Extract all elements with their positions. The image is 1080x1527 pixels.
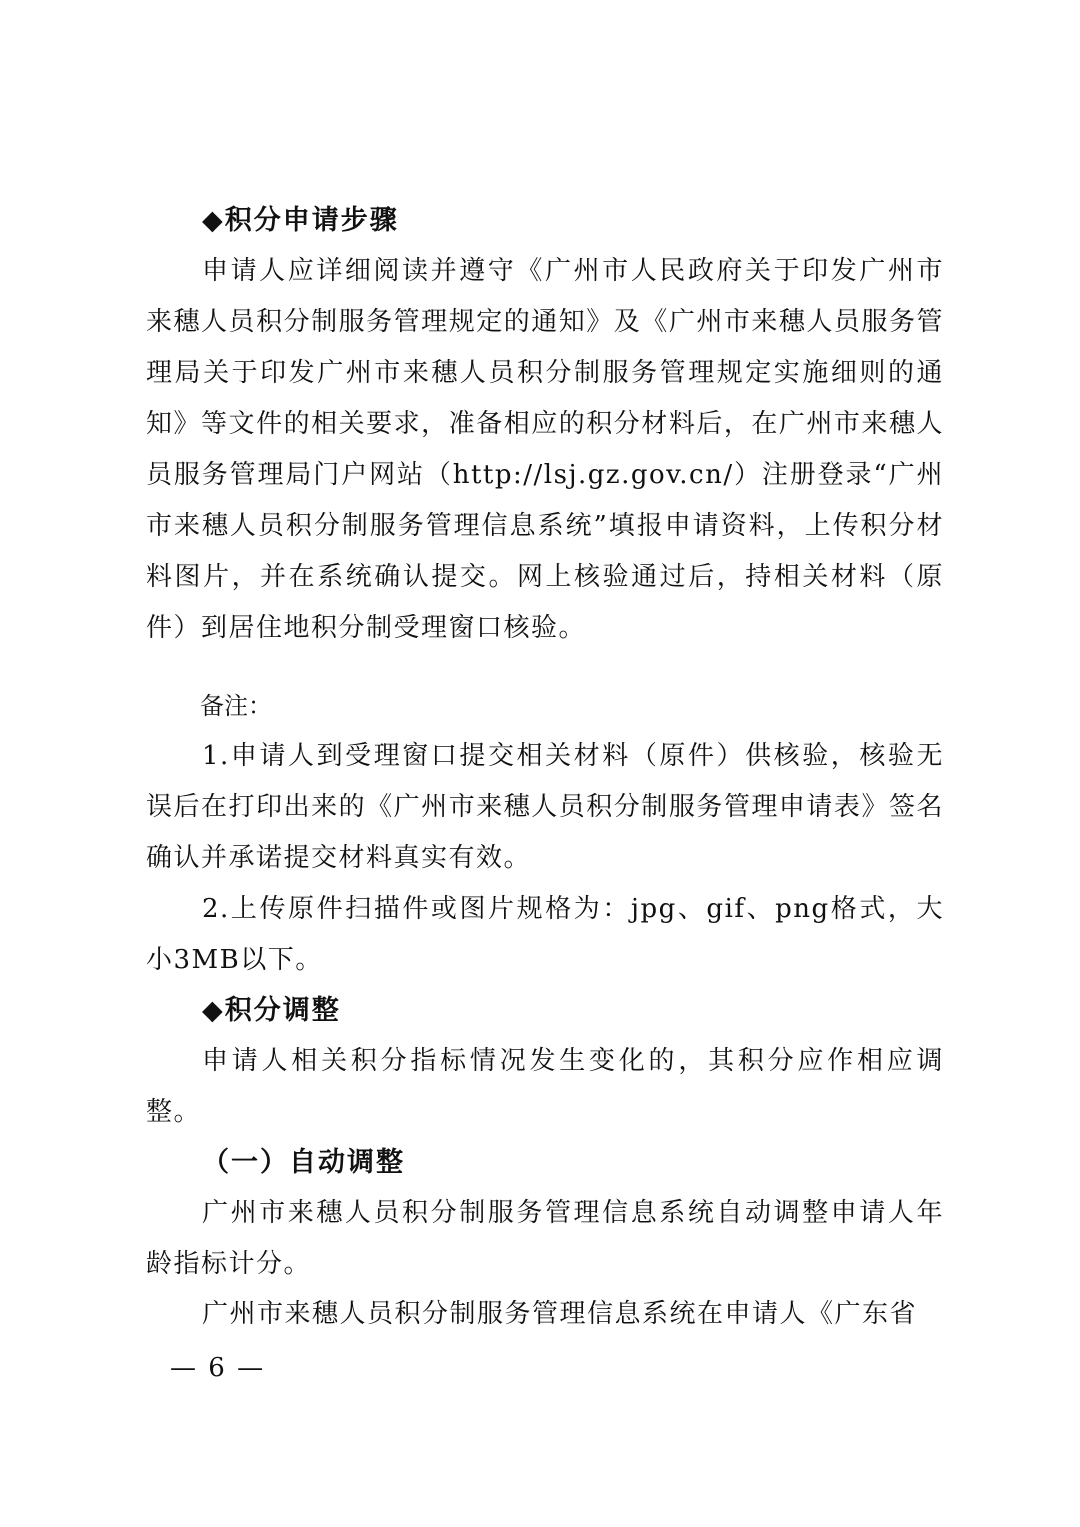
notes-label: 备注： <box>200 692 272 720</box>
section-heading-points-adjustment: ◆积分调整 <box>202 995 341 1026</box>
subheading-automatic-adjustment: （一）自动调整 <box>202 1147 405 1178</box>
note-item-2: 2.上传原件扫描件或图片规格为：jpg、gif、png格式，大小3MB以下。 <box>146 894 944 975</box>
application-steps-paragraph: 申请人应详细阅读并遵守《广州市人民政府关于印发广州市来穗人员积分制服务管理规定的通知》及《广州市来穗人员服务管理局关于印发广州市来穗人员积分制服务管理规定实施细则的通知》等文件的相关要求，准备相应的积分材料后，在广州市来穗人员服务管理局门户网站（http://lsj.gz.gov.cn/）注册登录“广州市来穗人员积分制服务管理信息系统”填报申请资料，上传积分材料图片，并在系统确认提交。网上核验通过后，持相关材料（原件）到居住地积分制受理窗口核验。 <box>146 256 944 643</box>
automatic-adjustment-paragraph-2: 广州市来穗人员积分制服务管理信息系统在申请人《广东省 <box>202 1299 918 1329</box>
points-adjustment-paragraph: 申请人相关积分指标情况发生变化的，其积分应作相应调整。 <box>146 1046 944 1127</box>
page-number: — 6 — <box>170 1353 266 1383</box>
section-heading-application-steps: ◆积分申请步骤 <box>202 205 399 236</box>
automatic-adjustment-paragraph-1: 广州市来穗人员积分制服务管理信息系统自动调整申请人年龄指标计分。 <box>146 1198 944 1279</box>
note-item-1: 1.申请人到受理窗口提交相关材料（原件）供核验，核验无误后在打印出来的《广州市来穗人员积分制服务管理申请表》签名确认并承诺提交材料真实有效。 <box>146 741 944 873</box>
